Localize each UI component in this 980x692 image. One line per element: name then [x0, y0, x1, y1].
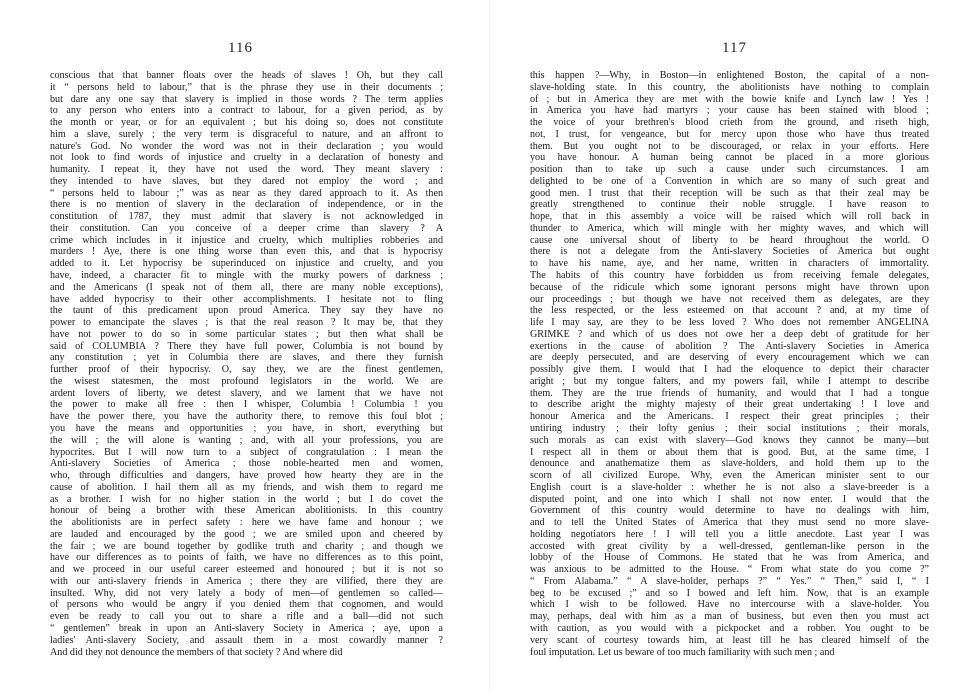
text-line: conscious that that banner floats over the heads of slaves ! Oh, but they call: [50, 70, 443, 81]
text-line: constitution of 1787, they must admit that slavery is not acknowledged in: [50, 211, 443, 223]
text-line: you have honour. A human being cannot be placed in a more glorious: [530, 152, 929, 164]
text-line: them. But you ought not to be discouraged, or relax in your efforts. Here: [530, 140, 929, 152]
text-line: as a brother. I wish for no higher station in the world ; but I do covet the: [50, 493, 443, 505]
text-line: said of COLUMBIA ? There they have full power, Columbia is not bound by: [50, 340, 443, 352]
left-page-body: [50, 70, 443, 658]
text-line: further proof of their hypocrisy. O, say they, we are the finest gentlemen,: [50, 364, 443, 376]
text-line: the abolitionists are in perfect safety : here we have fame and honour ; we: [50, 517, 443, 529]
text-line: any constitution ; yet in Columbia there are slaves, and there they furnish: [50, 352, 443, 364]
text-line: The habits of this country have forbidden us from receiving female delegates,: [530, 270, 929, 282]
text-line: have added hypocrisy to their other accomplishments. I hesitate not to fling: [50, 293, 443, 305]
text-line: murders ! Aye, there is one thing worse than even this, and that is hypocrisy: [50, 246, 443, 258]
text-line: power to emancipate the slaves ; is that the real reason ? It may be, that they: [50, 317, 443, 329]
text-line: there is not a delegate from the Anti-slavery Societies of America but ought: [530, 246, 929, 258]
text-line: holding negotiators here ! I will tell you a little anecdote. Last year I was: [530, 528, 929, 540]
text-line: possibly give them. I would that I had the eloquence to depict their character: [530, 364, 929, 376]
text-line: have the power there, you have the authority there, to remove this foul blot ;: [50, 411, 443, 423]
text-line: even be ready to call you out to share a rifle and a ball—did not such: [50, 611, 443, 623]
text-line: and the Americans (I speak not of them all, there are many noble exceptions),: [50, 281, 443, 293]
text-line: was anxious to be admitted to the House. “ From what state do you come ?”: [530, 564, 929, 576]
text-line: to describe aright the mighty majesty of their great undertaking ! I love and: [530, 399, 929, 411]
text-line: him a slave, surely ; the very term is disgraceful to nature, and an affront to: [50, 128, 443, 140]
text-line: have not power to do so in some particular states ; but then what shall be: [50, 328, 443, 340]
text-line: position than to take up such a cause under such circumstances. I am: [530, 164, 929, 176]
text-line: them. They are the true friends of humanity, and would that I had a tongue: [530, 387, 929, 399]
text-line: to any person who enters into a contract to labour, for a given period, as by: [50, 105, 443, 117]
text-line: Anti-slavery Societies of America ; those noble-hearted men and women,: [50, 458, 443, 470]
text-line: the month or year, or for an equivalent ; but his doing so, does not constitute: [50, 117, 443, 129]
text-line: there is no mention of slavery in the declaration of independence, or in the: [50, 199, 443, 211]
text-line: not, I trust, for vengeance, but for mercy upon those who have thus treated: [530, 128, 929, 140]
text-line: English court is a slave-holder : whether he is not also a slave-breeder is a: [530, 481, 929, 493]
text-line: with our anti-slavery friends in America ; there they are vilified, there they are: [50, 575, 443, 587]
text-line: greatly strengthened to continue their noble struggle. I have reason to: [530, 199, 929, 211]
text-line: in America you have had martyrs ; your cause has been stained with blood ;: [530, 105, 929, 117]
text-line: may, perhaps, deal with him as a man of business, but even then you must act: [530, 611, 929, 623]
text-line: our proceedings ; but though we have not received them as delegates, are they: [530, 293, 929, 305]
text-line: honour of being a brother with these American abolitionists. In this country: [50, 505, 443, 517]
text-line: the wisest statesmen, the most profound legislators in the world. We are: [50, 375, 443, 387]
text-line: Government of this country would determine to have no dealings with him,: [530, 505, 929, 517]
text-line: ladies' Anti-slavery Society, and assault them in a most cowardly manner ?: [50, 634, 443, 646]
text-line: I respect all in them or about them that is good. But, at the same time, I: [530, 446, 929, 458]
page-number-right: 117: [722, 40, 747, 56]
text-line: good men. I trust that their reception will be such as that their zeal may be: [530, 187, 929, 199]
text-line: the power to make all free : then I whisper, Columbia ! Columbia ! you: [50, 399, 443, 411]
text-line: thunder to America, which will mingle with her mighty waves, and which will: [530, 222, 929, 234]
text-line: their constitution. Can you conceive of a deeper crime than slavery ? A: [50, 222, 443, 234]
page-number-left: 116: [228, 40, 253, 56]
right-page: [490, 0, 980, 692]
text-line: the taunt of this predicament upon proud America. They say they have no: [50, 305, 443, 317]
text-line: the will ; the will alone is wanting ; and, with all your professions, you are: [50, 434, 443, 446]
text-line: “ From Alabama.” “ A slave-holder, perhaps ?” “ Yes.” “ Then,” said I, “ I: [530, 575, 929, 587]
text-line: insulted. Why, did not very lately a body of men—of gentlemen so called—: [50, 587, 443, 599]
text-line: have our differences as to points of faith, we have no differences as to this point,: [50, 552, 443, 564]
text-line: GRIMKE ? and which of us does not owe her a deep debt of gratitude for her: [530, 328, 929, 340]
text-line: “ gentlemen” break in upon an Anti-slavery Society in America ; aye, upon a: [50, 622, 443, 634]
text-line: it “ persons held to labour,” that is the phrase they use in their documents ;: [50, 81, 443, 93]
text-line: are deeply persecuted, and are deserving of every encouragement which we can: [530, 352, 929, 364]
text-line: cause one universal shout of liberty to be heard throughout the world. O: [530, 234, 929, 246]
text-line: of ; but in America they are met with the bowie knife and Lynch law ! Yes !: [530, 93, 929, 105]
text-line: nature's God. No wonder the word was not in their declaration ; you would: [50, 140, 443, 152]
text-line: and to tell the United States of America that they must send no more slave-: [530, 517, 929, 529]
text-line: are lauded and encouraged by the good ; we are smiled upon and cheered by: [50, 528, 443, 540]
text-line: who, through difficulties and dangers, have proved how hearty they are in the: [50, 470, 443, 482]
text-line: scorn of all civilized Europe. Why, even the American minister sent to our: [530, 470, 929, 482]
text-line: very scant of courtesy towards him, at least till he has cleared himself of the: [530, 634, 929, 646]
text-line: And did they not denounce the members of that society ? And where did: [50, 646, 343, 658]
text-line: humanity. I repeat it, they have not used the word. They meant slavery :: [50, 164, 443, 176]
text-line: which I wish to be followed. Have no intercourse with a slave-holder. You: [530, 599, 929, 611]
text-line: untiring industry ; their lofty genius ; their social institutions ; their morals,: [530, 422, 929, 434]
text-line: crime which includes in it injustice and cruelty, which multiplies robberies and: [50, 234, 443, 246]
text-line: life I may say, are they to be less loved ? Who does not remember ANGELINA: [530, 317, 929, 329]
text-line: the voice of your brethren's blood crieth from the ground, and riseth high,: [530, 117, 929, 129]
right-page-body: [530, 70, 929, 658]
text-line: have, indeed, a character fit to mingle with the murky powers of darkness ;: [50, 270, 443, 282]
text-line: hope, that in this assembly a voice will be raised which will roll back in: [530, 211, 929, 223]
text-line: hypocrites. But I will now turn to a subject of congratulation : I mean the: [50, 446, 443, 458]
text-line: cause of abolition. I hail them all as my friends, and wish them to regard me: [50, 481, 443, 493]
text-line: “ persons held to labour ;” was as near as they dared approach to it. As then: [50, 187, 443, 199]
text-line: the fair ; we are bound together by godlike truth and charity ; and though we: [50, 540, 443, 552]
text-line: such morals as can exist with slavery—God knows they cannot be many—but: [530, 434, 929, 446]
text-line: delighted to be one of a Convention in which are so many of such great and: [530, 175, 929, 187]
text-line: the less respected, or the less esteemed on that account ? and, at my time of: [530, 305, 929, 317]
text-line: with caution, as you would with a pickpocket and a robber. You ought to be: [530, 622, 929, 634]
text-line: and we proceed in our useful career esteemed and honoured ; but it is not so: [50, 564, 443, 576]
text-line: exertions in the cause of abolition ? The Anti-slavery Societies in America: [530, 340, 929, 352]
text-line: slave-holding state. In this country, the abolitionists have nothing to complain: [530, 81, 929, 93]
text-line: they intended to have slaves, but they dared not employ the word ; and: [50, 175, 443, 187]
text-line: ardent lovers of liberty, we detest slavery, and we lament that we have not: [50, 387, 443, 399]
text-line: not look to find words of injustice and cruelty in a declaration of honesty and: [50, 152, 443, 164]
text-line: aright ; but my tongue falters, and my powers fail, while I attempt to describe: [530, 375, 929, 387]
text-line: lobby of the House of Commons. He stated that he was from America, and: [530, 552, 929, 564]
text-line: foul imputation. Let us beware of too much familiarity with such men ; and: [530, 646, 835, 658]
text-line: this happen ?—Why, in Boston—in enlightened Boston, the capital of a non-: [530, 70, 929, 81]
text-line: but dare any one say that slavery is implied in those words ? The term applies: [50, 93, 443, 105]
text-line: disputed point, and one into which I shall not now enter. I would that the: [530, 493, 929, 505]
text-line: because of the ridicule which some ignorant persons might have thrown upon: [530, 281, 929, 293]
text-line: of persons who would be angry if you denied them that cognomen, and would: [50, 599, 443, 611]
text-line: denounce and anathematize them as slave-holders, and hold them up to the: [530, 458, 929, 470]
text-line: added to it. Let hypocrisy be superinduced on injustice and cruelty, and you: [50, 258, 443, 270]
text-line: you have the means and opportunities ; you have, in short, everything but: [50, 422, 443, 434]
text-line: to have his name, aye, and her name, written in characters of immortality.: [530, 258, 929, 270]
text-line: honour America and the Americans. I respect their great principles ; their: [530, 411, 929, 423]
text-line: beg to be excused ;” and so I bowed and left him. Now, that is an example: [530, 587, 929, 599]
text-line: accosted with great civility by a well-dressed, gentleman-like person in the: [530, 540, 929, 552]
